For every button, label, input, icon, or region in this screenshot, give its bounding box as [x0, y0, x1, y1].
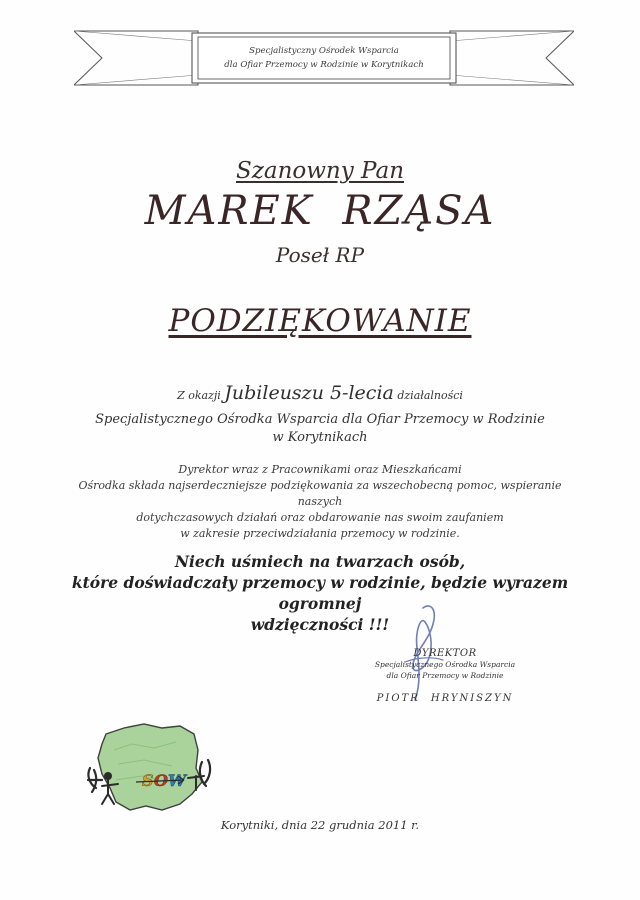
svg-text:W: W [168, 771, 186, 790]
occasion-organization [0, 411, 640, 447]
body-paragraph [55, 462, 585, 542]
wish-line-2: które doświadczały przemocy w rodzinie, będzie wyrazem ogromnej [71, 573, 569, 613]
recipient-title: Poseł RP [275, 243, 365, 267]
signature-org-line-1: Specjalistycznego Ośrodka Wsparcia [374, 660, 516, 669]
document-heading: PODZIĘKOWANIE [168, 303, 472, 339]
signature-block [355, 648, 535, 704]
body-line-2: Ośrodka składa najserdeczniejsze podziękowania za wszechobecną pomoc, wspieranie naszych [78, 479, 562, 508]
header-banner [74, 27, 574, 92]
recipient-name: MAREK RZĄSA [144, 188, 496, 234]
header-organization [198, 37, 450, 79]
occasion-highlight: Jubileuszu 5-lecia [224, 382, 394, 404]
header-line-1: Specjalistyczny Ośrodek Wsparcia [249, 46, 399, 56]
occasion-line [0, 382, 640, 404]
signature-name: PIOTR HRYNISZYN [376, 693, 514, 704]
svg-text:S: S [142, 771, 154, 790]
signature-org-line-2: dla Ofiar Przemocy w Rodzinie [386, 671, 504, 680]
occasion-prefix: Z okazji [177, 389, 221, 402]
body-line-3: dotychczasowych działań oraz obdarowanie nas swoim zaufaniem [136, 511, 504, 524]
wish-line-1: Niech uśmiech na twarzach osób, [174, 552, 466, 571]
wish-paragraph [60, 551, 580, 635]
body-line-1: Dyrektor wraz z Pracownikami oraz Mieszkańcami [178, 463, 462, 476]
occasion-org-line-1: Specjalistycznego Ośrodka Wsparcia dla Ofiar Przemocy w Rodzinie [95, 412, 545, 427]
body-line-4: w zakresie przeciwdziałania przemocy w rodzinie. [180, 527, 460, 540]
date-line: Korytniki, dnia 22 grudnia 2011 r. [220, 818, 420, 832]
organization-logo [84, 720, 214, 820]
poland-map-logo-icon [84, 720, 214, 820]
occasion-suffix: działalności [397, 389, 463, 402]
salutation: Szanowny Pan [235, 158, 405, 184]
signature-role: DYREKTOR [413, 648, 477, 659]
wish-line-3: wdzięczności !!! [250, 615, 390, 634]
svg-text:O: O [154, 771, 168, 790]
header-line-2: dla Ofiar Przemocy w Rodzinie w Korytnikach [224, 60, 424, 70]
occasion-org-line-2: w Korytnikach [272, 430, 368, 445]
